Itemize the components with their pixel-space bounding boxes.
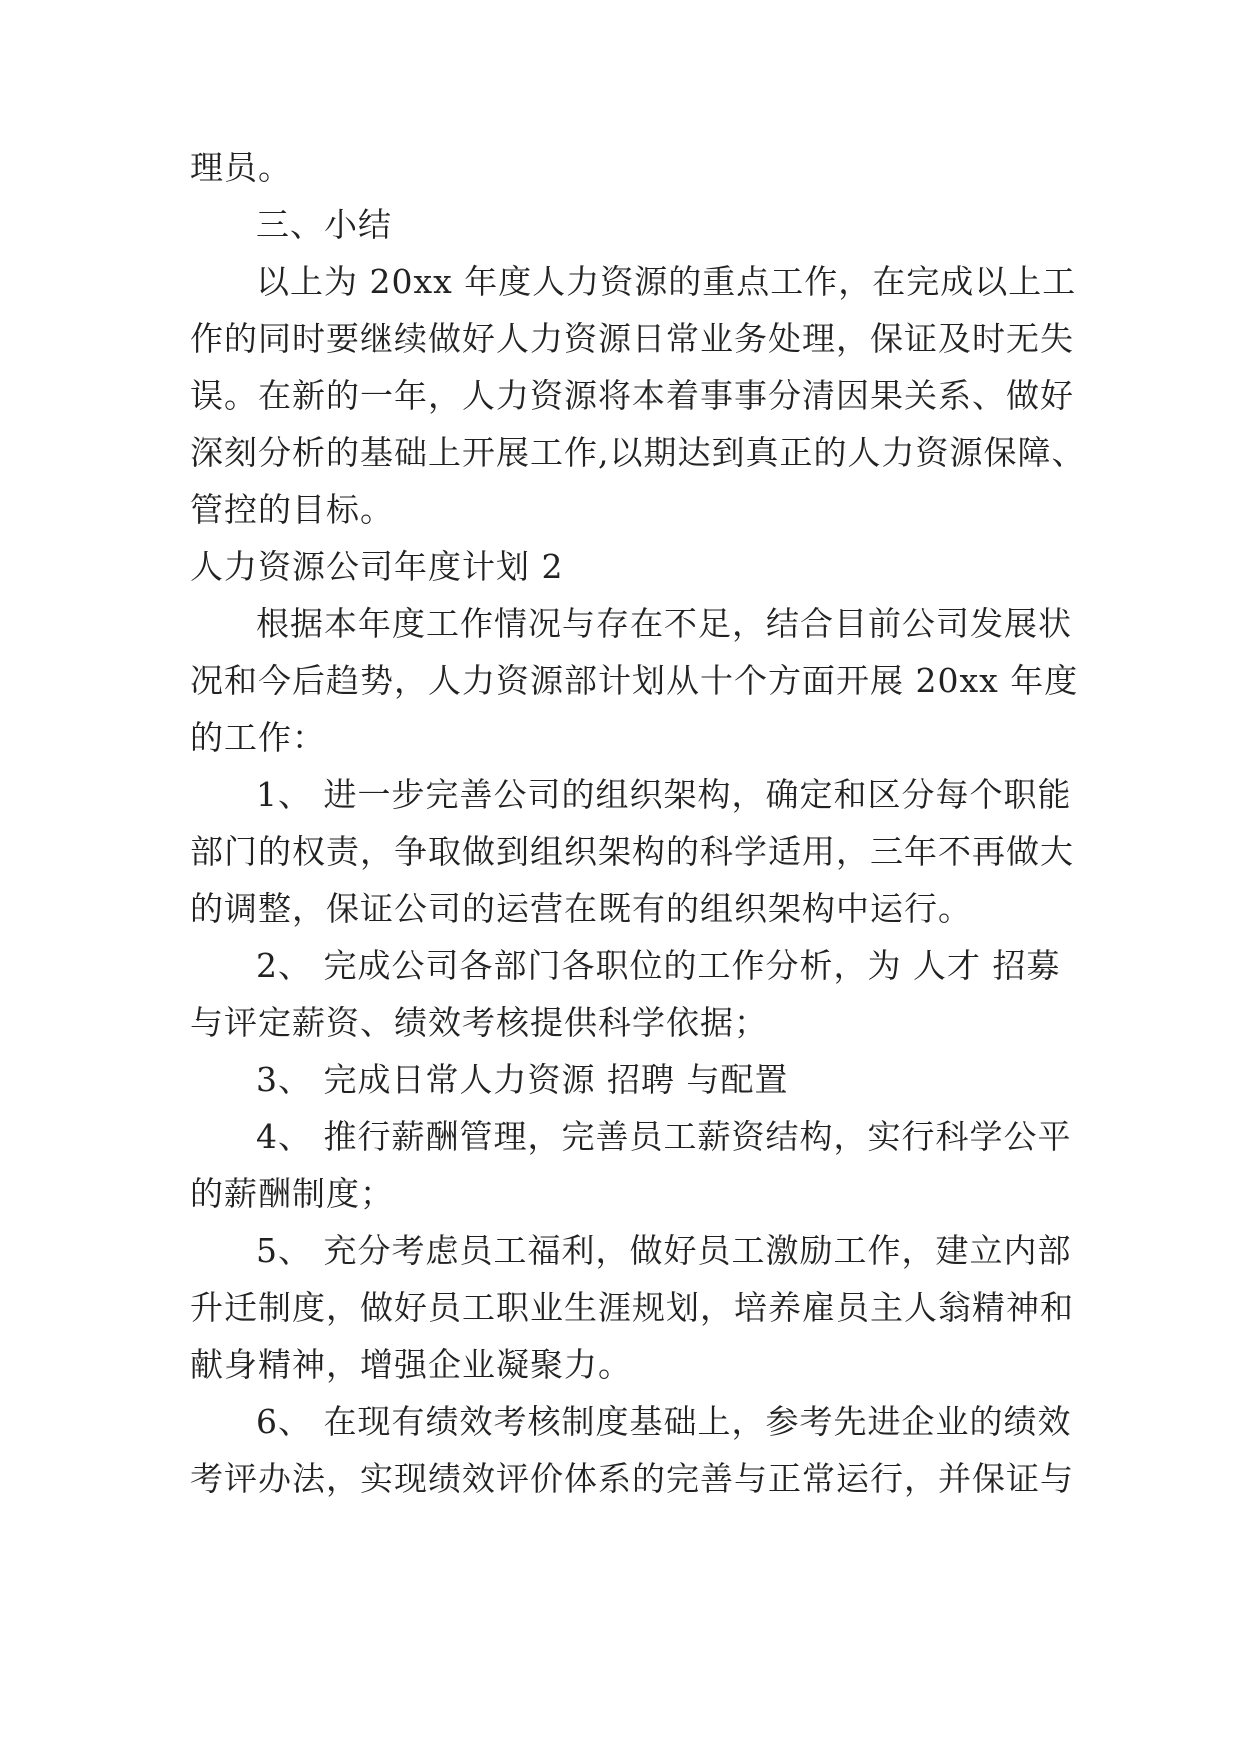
list-item-line: 4、 推行薪酬管理，完善员工薪资结构，实行科学公平 — [256, 1117, 1072, 1156]
text-line: 部门的权责，争取做到组织架构的科学适用，三年不再做大 — [190, 832, 1074, 871]
list-item-line: 5、 充分考虑员工福利，做好员工激励工作，建立内部 — [256, 1231, 1072, 1270]
text-line: 献身精神，增强企业凝聚力。 — [190, 1345, 632, 1384]
text-line: 与评定薪资、绩效考核提供科学依据； — [190, 1003, 768, 1042]
text-line: 的薪酬制度； — [190, 1174, 394, 1213]
text-line: 考评办法，实现绩效评价体系的完善与正常运行，并保证与 — [190, 1459, 1074, 1498]
text-line: 以上为 20xx 年度人力资源的重点工作，在完成以上工 — [256, 262, 1077, 301]
list-item-line: 6、 在现有绩效考核制度基础上，参考先进企业的绩效 — [256, 1402, 1072, 1441]
text-line: 况和今后趋势，人力资源部计划从十个方面开展 20xx 年度 — [190, 661, 1079, 700]
text-line: 的调整，保证公司的运营在既有的组织架构中运行。 — [190, 889, 972, 928]
text-line: 误。在新的一年，人力资源将本着事事分清因果关系、做好 — [190, 376, 1074, 415]
list-item-line: 3、 完成日常人力资源 招聘 与配置 — [256, 1060, 789, 1099]
text-line: 作的同时要继续做好人力资源日常业务处理，保证及时无失 — [190, 319, 1074, 358]
list-item-line: 2、 完成公司各部门各职位的工作分析，为 人才 招募 — [256, 946, 1061, 985]
text-line: 理员。 — [190, 148, 292, 187]
list-item-line: 1、 进一步完善公司的组织架构，确定和区分每个职能 — [256, 775, 1072, 814]
text-line: 管控的目标。 — [190, 490, 394, 529]
text-line: 根据本年度工作情况与存在不足，结合目前公司发展状 — [256, 604, 1072, 643]
text-line: 深刻分析的基础上开展工作,以期达到真正的人力资源保障、 — [190, 433, 1086, 472]
document-subtitle: 人力资源公司年度计划 2 — [190, 547, 564, 586]
text-line: 的工作： — [190, 718, 326, 757]
section-heading: 三、小结 — [256, 205, 392, 244]
text-line: 升迁制度，做好员工职业生涯规划，培养雇员主人翁精神和 — [190, 1288, 1074, 1327]
